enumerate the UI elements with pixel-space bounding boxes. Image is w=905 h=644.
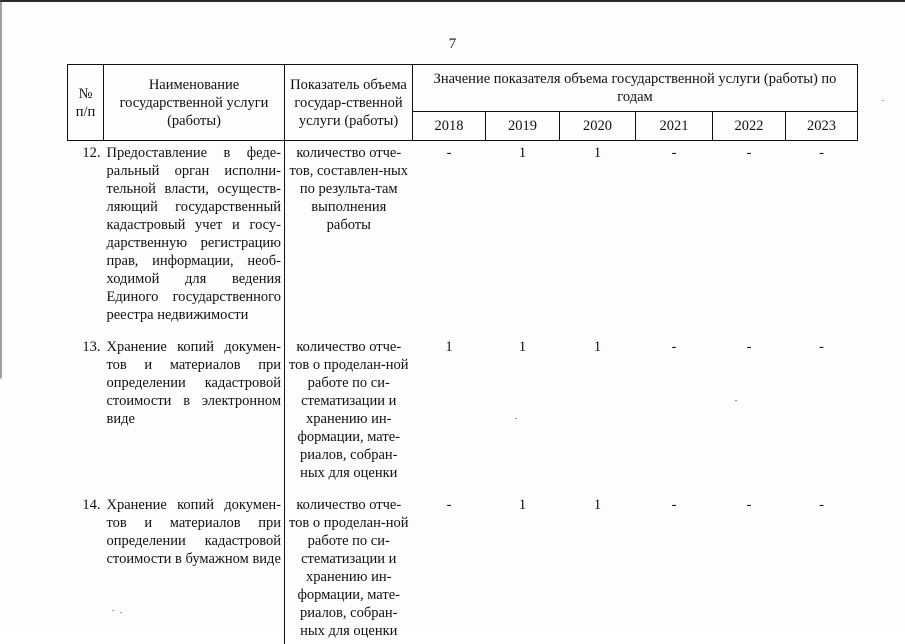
value-cell: -	[671, 339, 677, 355]
scan-left-edge	[0, 0, 2, 631]
header-year: 2018	[413, 112, 486, 141]
header-year: 2021	[636, 112, 713, 141]
value-cell: -	[746, 497, 752, 513]
value-cell: -	[746, 339, 752, 355]
header-values-by-year: Значение показателя объема государственной услуги (работы) по годам	[413, 65, 858, 112]
table-row	[68, 336, 858, 494]
header-year: 2020	[560, 112, 636, 141]
services-table	[67, 64, 858, 644]
header-service-name: Наименование государственной услуги (работы)	[104, 65, 285, 141]
header-year: 2022	[713, 112, 786, 141]
value-cell: 1	[518, 339, 527, 355]
indicator-text: количество отче-тов о проделан-ной работе по си-стематизации и хранению ин-формации, мате-риалов, собран-ных для оценки	[285, 336, 413, 494]
scan-speck	[515, 418, 517, 419]
value-cell: 1	[593, 145, 602, 161]
row-number: 13.	[82, 339, 101, 355]
value-cell: 1	[518, 497, 527, 513]
row-number: 14.	[82, 497, 101, 513]
value-cell: 1	[593, 497, 602, 513]
page-number: 7	[448, 36, 457, 52]
value-cell: -	[671, 497, 677, 513]
service-name: Хранение копий докумен-тов и материалов при определении кадастровой стоимости в бумажном виде	[106, 497, 281, 567]
row-number: 12.	[82, 145, 101, 161]
value-cell: -	[746, 145, 752, 161]
value-cell: -	[819, 497, 824, 513]
value-cell: -	[446, 145, 452, 161]
header-year: 2019	[486, 112, 560, 141]
scan-speck	[120, 612, 122, 613]
table-row	[68, 141, 858, 337]
header-year: 2023	[786, 112, 858, 141]
value-cell: 1	[445, 339, 453, 355]
scan-speck	[735, 400, 737, 401]
scan-top-edge	[0, 0, 905, 2]
value-cell: -	[819, 145, 824, 161]
indicator-text: количество отче-тов, составлен-ных по результа-там выполнения работы	[285, 141, 413, 337]
value-cell: 1	[593, 339, 602, 355]
header-number: № п/п	[68, 65, 104, 141]
value-cell: -	[671, 145, 677, 161]
scan-speck	[882, 100, 884, 101]
value-cell: -	[446, 497, 452, 513]
table-row	[68, 494, 858, 644]
indicator-text: количество отче-тов о проделан-ной работе по си-стематизации и хранению ин-формации, мате-риалов, собран-ных для оценки	[285, 494, 413, 644]
service-name: Хранение копий докумен-тов и материалов при определении кадастровой стоимости в электронном виде	[106, 339, 281, 427]
value-cell: 1	[518, 145, 527, 161]
value-cell: -	[819, 339, 824, 355]
service-name: Предоставление в феде-ральный орган исполни-тельной власти, осуществ-ляющий государственный кадастровый учет и госу-дарственную регистрацию прав, информации, необ-ходимой для ведения Единого государственного реестра недвижимости	[106, 145, 281, 323]
header-indicator: Показатель объема государ-ственной услуги (работы)	[285, 65, 413, 141]
scan-speck	[112, 610, 114, 611]
